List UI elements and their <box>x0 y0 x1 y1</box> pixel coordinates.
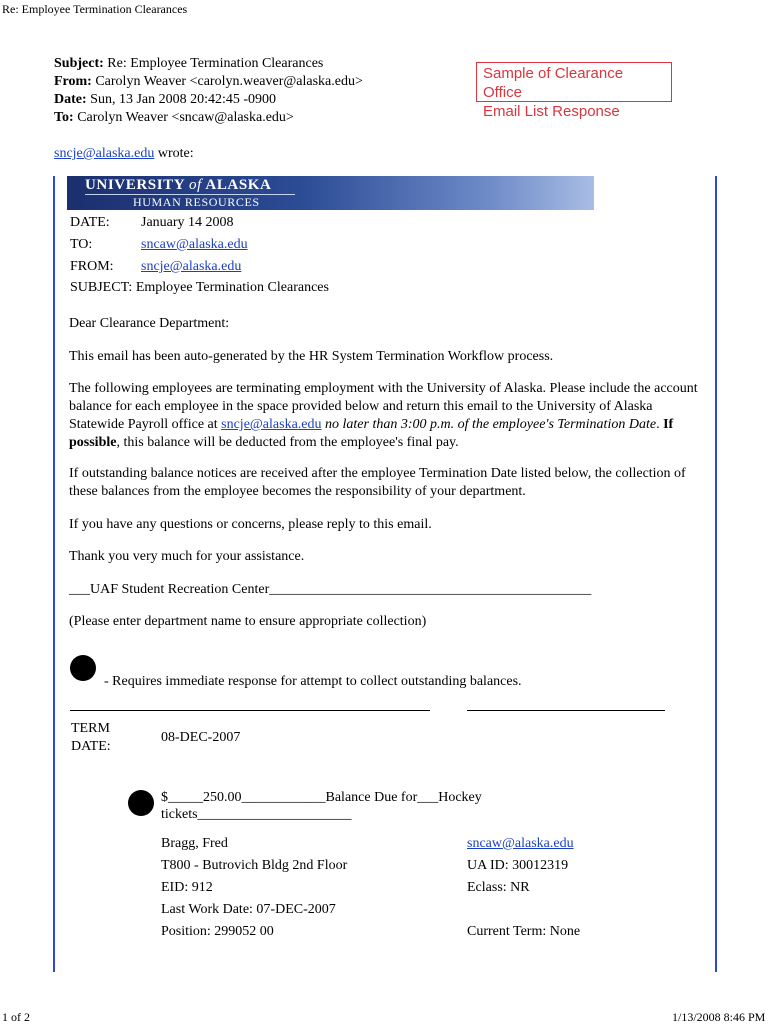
to-label: To: <box>54 110 74 125</box>
employee-position: Position: 299052 00 <box>161 924 274 939</box>
letter-greeting: Dear Clearance Department: <box>69 316 230 331</box>
wrote-label: wrote: <box>157 146 194 161</box>
to-value: Carolyn Weaver <sncaw@alaska.edu> <box>77 110 294 125</box>
employee-location: T800 - Butrovich Bldg 2nd Floor <box>161 858 348 873</box>
quote-attribution <box>54 146 194 162</box>
letter-paragraph-4: If you have any questions or concerns, please reply to this email. <box>69 517 432 532</box>
divider-right <box>467 710 665 711</box>
memo-to-link[interactable]: sncaw@alaska.edu <box>141 237 248 252</box>
email-from-line <box>54 73 363 91</box>
employee-eclass: Eclass: NR <box>467 880 530 895</box>
memo-to-label: TO: <box>70 237 93 252</box>
print-header: Re: Employee Termination Clearances <box>2 2 188 16</box>
employee-eid: EID: 912 <box>161 880 213 895</box>
university-name: UNIVERSITY of ALASKA <box>85 177 272 193</box>
divider-left <box>70 710 430 711</box>
memo-date-label: DATE: <box>70 215 110 230</box>
letter-paragraph-5: Thank you very much for your assistance. <box>69 549 305 564</box>
department-entry-line: ___UAF Student Recreation Center______________________________________________ <box>69 582 592 597</box>
memo-date-value: January 14 2008 <box>141 215 234 230</box>
department-entry-note: (Please enter department name to ensure appropriate collection) <box>69 614 427 629</box>
print-timestamp: 1/13/2008 8:46 PM <box>672 1010 766 1024</box>
employee-email-link[interactable]: sncaw@alaska.edu <box>467 836 574 851</box>
from-value: Carolyn Weaver <carolyn.weaver@alaska.edu> <box>95 74 363 89</box>
term-date-value: 08-DEC-2007 <box>161 730 241 745</box>
stamp-line-2: Email List Response <box>483 103 620 120</box>
balance-urgent-dot-icon <box>128 790 154 816</box>
date-label: Date: <box>54 92 87 107</box>
email-date-line <box>54 91 276 109</box>
letter-paragraph-2: The following employees are terminating employment with the University of Alaska. Please include the account balance for each employee in the space provided below and return this email to the University of Alaska Statewide Payroll office at sncje@alaska.edu no later than 3:00 p.m. of the employee's Termination Date. If possible, this balance will be deducted from the employee's final pay. <box>69 381 698 450</box>
quoted-sender-link[interactable]: sncje@alaska.edu <box>54 146 155 161</box>
letter-paragraph-3: If outstanding balance notices are received after the employee Termination Date listed below, the collection of these balances from the employee becomes the responsibility of your department. <box>69 466 686 499</box>
page-number: 1 of 2 <box>2 1010 30 1024</box>
memo-from-link[interactable]: sncje@alaska.edu <box>141 259 242 274</box>
term-date-label-1: TERM <box>71 721 110 736</box>
urgent-legend: - Requires immediate response for attempt to collect outstanding balances. <box>104 674 522 689</box>
letter-paragraph-1: This email has been auto-generated by the HR System Termination Workflow process. <box>69 349 554 364</box>
urgent-dot-icon <box>70 655 96 681</box>
term-date-label-2: DATE: <box>71 739 111 754</box>
employee-name: Bragg, Fred <box>161 836 228 851</box>
subject-label: Subject: <box>54 56 104 71</box>
department-name: HUMAN RESOURCES <box>133 195 260 209</box>
subject-value: Re: Employee Termination Clearances <box>107 56 324 71</box>
quote-bar-right <box>715 176 717 972</box>
memo-subject: SUBJECT: Employee Termination Clearances <box>70 280 329 295</box>
memo-from-label: FROM: <box>70 259 114 274</box>
sample-stamp <box>476 62 672 120</box>
balance-line-1: $_____250.00____________Balance Due for___Hockey <box>161 790 482 805</box>
email-to-line <box>54 109 294 127</box>
stamp-line-1: Sample of Clearance Office <box>483 65 624 101</box>
employee-current-term: Current Term: None <box>467 924 581 939</box>
employee-last-work-date: Last Work Date: 07-DEC-2007 <box>161 902 336 917</box>
email-subject-line <box>54 55 323 73</box>
payroll-email-link[interactable]: sncje@alaska.edu <box>221 417 322 432</box>
university-banner-logo <box>67 176 594 210</box>
balance-line-2: tickets______________________ <box>161 807 352 822</box>
from-label: From: <box>54 74 92 89</box>
date-value: Sun, 13 Jan 2008 20:42:45 -0900 <box>90 92 277 107</box>
employee-ua-id: UA ID: 30012319 <box>467 858 569 873</box>
quote-bar-left <box>53 176 55 972</box>
